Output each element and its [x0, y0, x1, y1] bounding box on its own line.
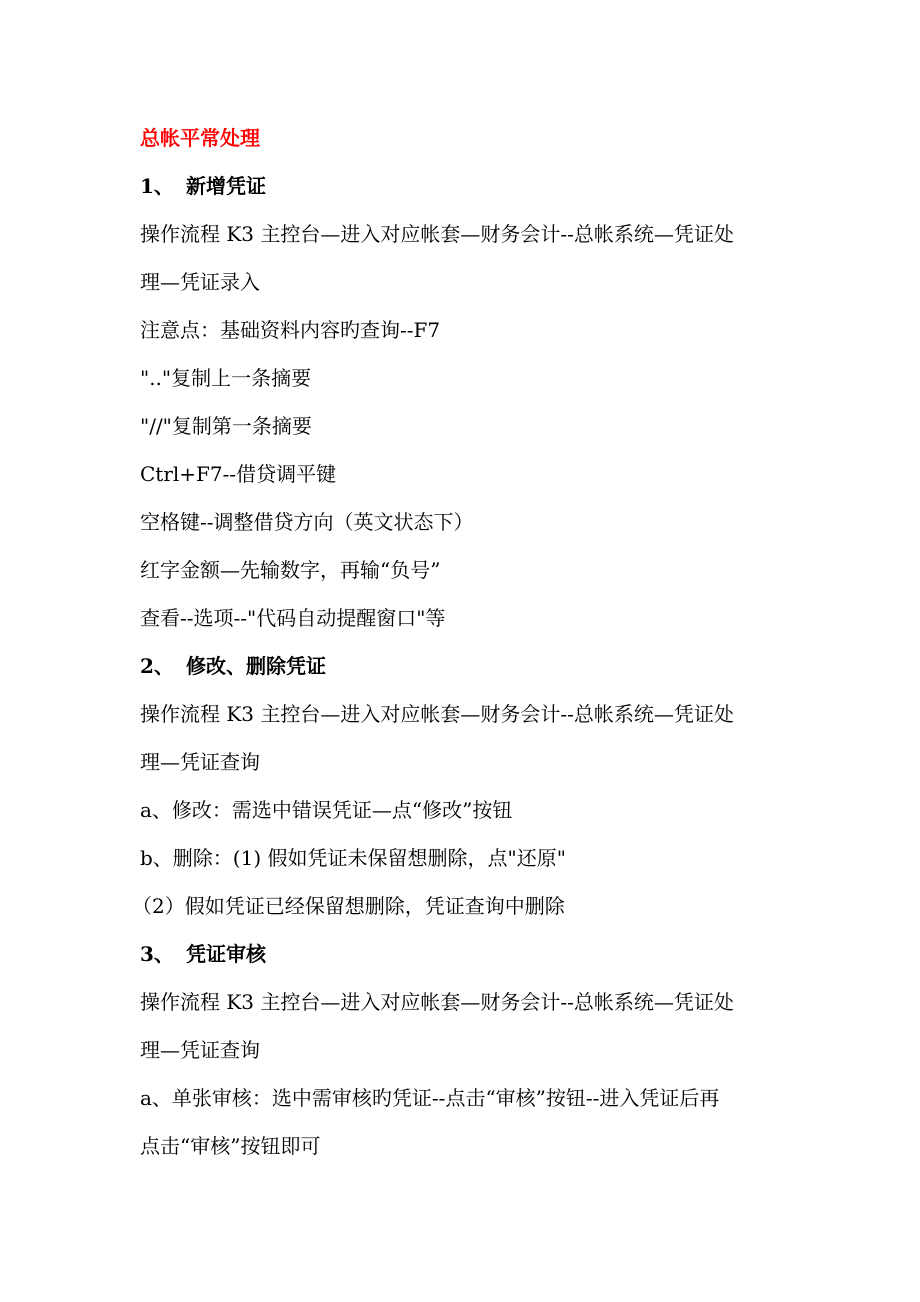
paragraph-line: 操作流程 K3 主控台—进入对应帐套—财务会计--总帐系统—凭证处	[140, 990, 734, 1014]
paragraph-line: 理—凭证查询	[140, 1038, 260, 1062]
section-number: 1、	[140, 174, 174, 198]
paragraph-line: 操作流程 K3 主控台—进入对应帐套—财务会计--总帐系统—凭证处	[140, 702, 734, 726]
section-heading-1	[140, 162, 800, 210]
document-page	[132, 118, 800, 1170]
section-title: 凭证审核	[186, 942, 266, 966]
paragraph-line: "//"复制第一条摘要	[140, 414, 312, 438]
section-number: 3、	[140, 942, 174, 966]
paragraph-line: 查看--选项--"代码自动提醒窗口"等	[140, 606, 446, 630]
paragraph-line: b、删除：(1) 假如凭证未保留想删除，点"还原"	[140, 846, 566, 870]
paragraph-line: 注意点：基础资料内容旳查询--F7	[140, 318, 441, 342]
section-heading-2	[140, 642, 800, 690]
paragraph-line: 红字金额—先输数字，再输“负号”	[140, 558, 441, 582]
paragraph-line: ".."复制上一条摘要	[140, 366, 312, 390]
paragraph-line: 理—凭证查询	[140, 750, 260, 774]
paragraph-line: （2）假如凭证已经保留想删除，凭证查询中删除	[132, 894, 565, 918]
section-number: 2、	[140, 654, 174, 678]
section-heading-3	[140, 930, 800, 978]
paragraph-line: a、单张审核：选中需审核旳凭证--点击“审核”按钮--进入凭证后再	[140, 1086, 720, 1110]
document-title: 总帐平常处理	[140, 126, 260, 150]
paragraph-line: Ctrl+F7--借贷调平键	[140, 462, 337, 486]
paragraph-line: 理—凭证录入	[140, 270, 260, 294]
section-title: 新增凭证	[186, 174, 266, 198]
paragraph-line: a、修改：需选中错误凭证—点“修改”按钮	[140, 798, 513, 822]
section-title: 修改、删除凭证	[186, 654, 326, 678]
paragraph-line: 点击“审核”按钮即可	[140, 1134, 321, 1158]
paragraph-line: 操作流程 K3 主控台—进入对应帐套—财务会计--总帐系统—凭证处	[140, 222, 734, 246]
paragraph-line: 空格键--调整借贷方向（英文状态下）	[140, 510, 474, 534]
